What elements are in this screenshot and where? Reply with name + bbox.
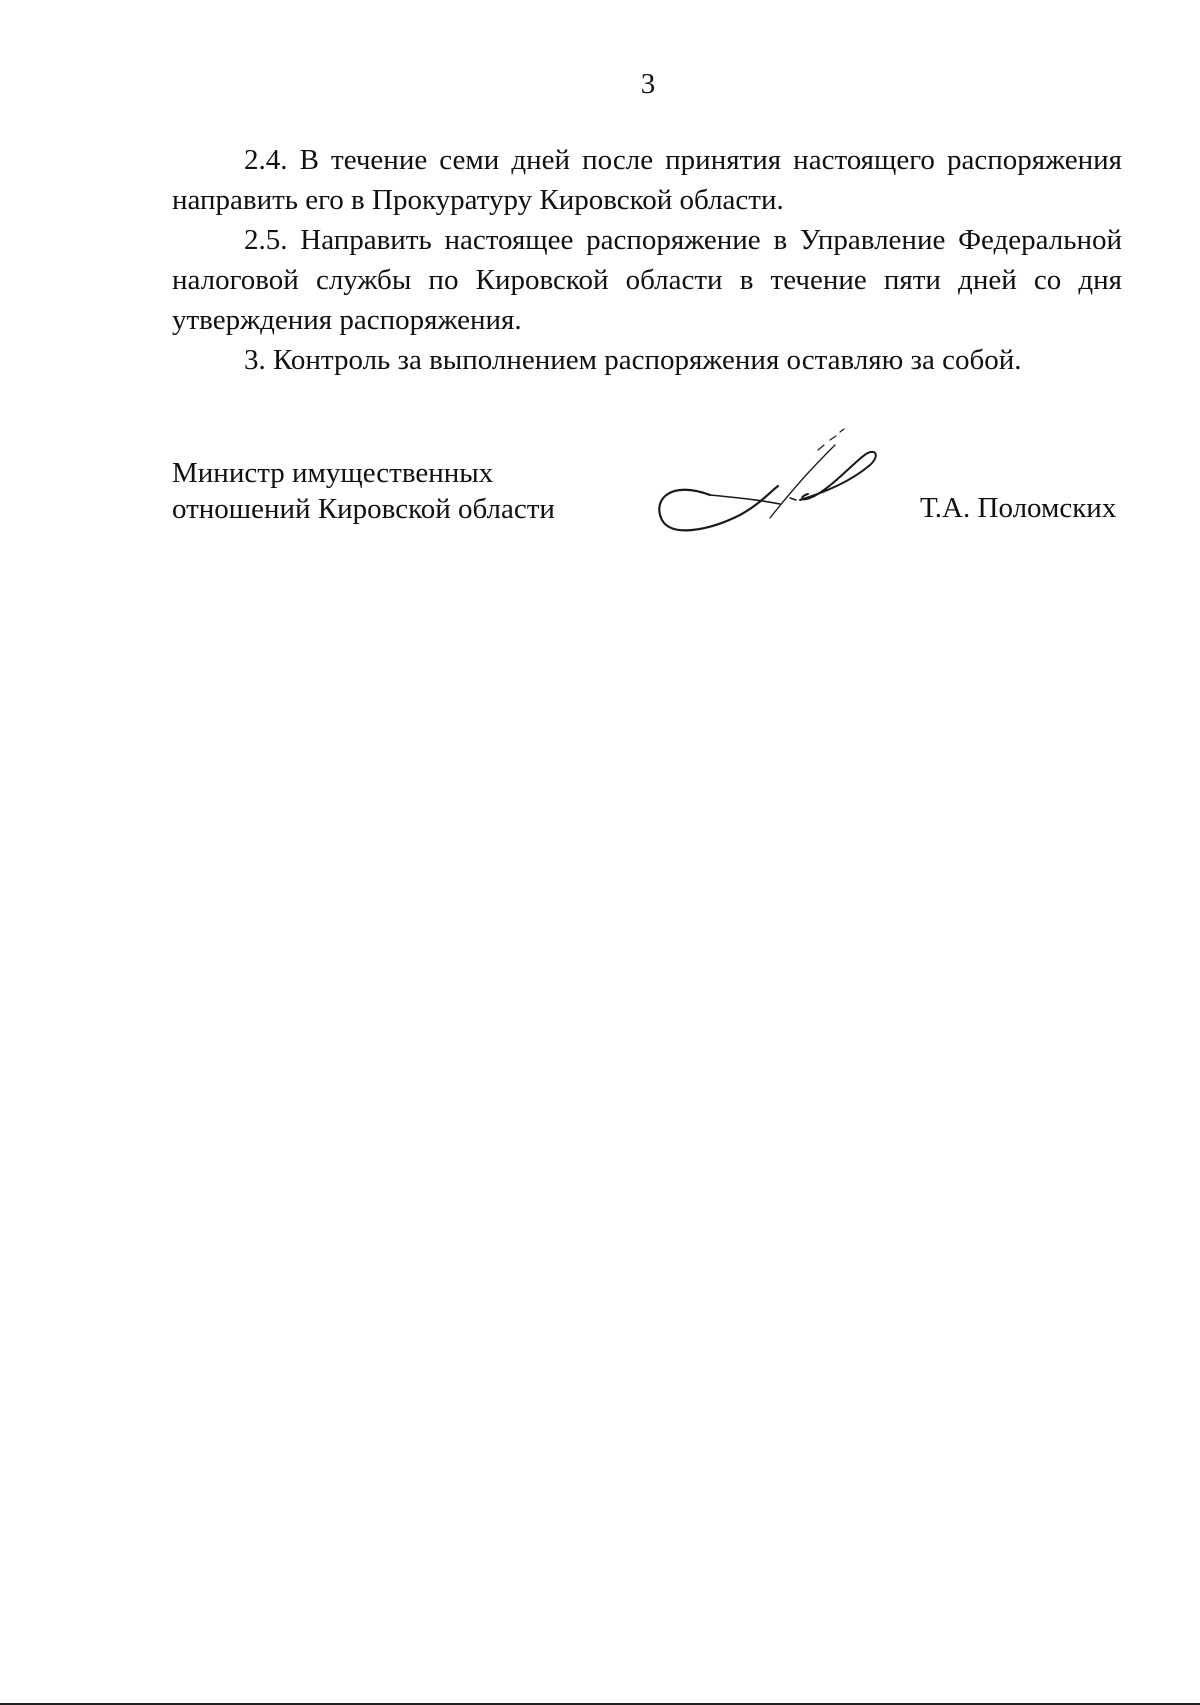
signer-position-line-2: отношений Кировской области: [172, 493, 555, 525]
signer-position-line-1: Министр имущественных: [172, 457, 494, 489]
paragraph-2-5: 2.5. Направить настоящее распоряжение в Управление Федеральной налоговой службы по Кировской области в течение пяти дней со дня утверждения распоряжения.: [172, 224, 1122, 336]
document-body: [172, 140, 1122, 380]
signer-name: Т.А. Поломских: [920, 492, 1117, 524]
page-number: 3: [640, 68, 656, 100]
paragraph-2-4: 2.4. В течение семи дней после принятия настоящего распоряжения направить его в Прокуратуру Кировской области.: [172, 144, 1122, 216]
handwritten-signature: [650, 420, 910, 540]
paragraph-3: 3. Контроль за выполнением распоряжения оставляю за собой.: [244, 344, 1022, 376]
signer-position: [172, 455, 555, 527]
